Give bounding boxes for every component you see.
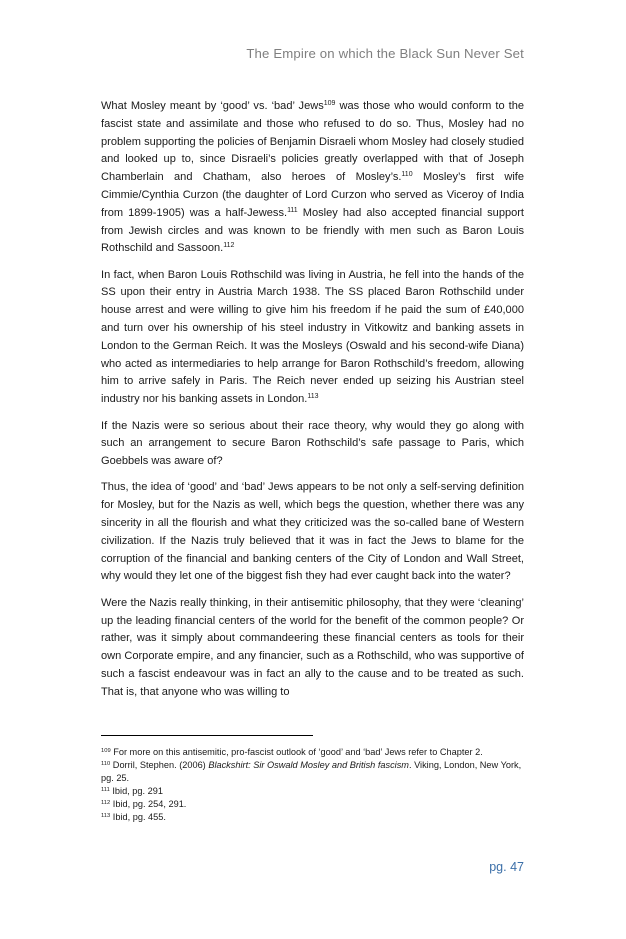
footnote-ref: 111 <box>287 206 298 214</box>
body-paragraph <box>101 595 524 702</box>
text-run: . Viking, London, New York, pg. 25. <box>101 759 522 783</box>
footnote <box>101 785 524 798</box>
text-run: For more on this antisemitic, pro-fascist outlook of ‘good’ and ‘bad’ Jews refer to Chapter 2. <box>110 747 483 757</box>
footnote-ref: 109 <box>323 100 336 107</box>
footnote-ref: 109 <box>101 748 111 754</box>
text-run: Ibid, pg. 455. <box>110 811 166 822</box>
text-run: Dorril, Stephen. (2006) <box>110 759 209 770</box>
footnotes <box>101 746 524 823</box>
text-run: Ibid, pg. 291 <box>109 785 163 796</box>
text-run: Ibid, pg. 254, 291. <box>110 798 187 809</box>
footnote-ref: 111 <box>101 786 110 793</box>
footnote-ref: 113 <box>307 393 319 401</box>
footnote-ref: 110 <box>101 760 111 767</box>
footnote-ref: 112 <box>101 799 111 806</box>
italic-title: Blackshirt: Sir Oswald Mosley and British fascism <box>208 759 409 770</box>
body-paragraph <box>101 479 524 586</box>
text-run: Mosley’s first wife Cimmie/Cynthia Curzon (the daughter of Lord Curzon who served as Viceroy of India from 1899-1905) was a half-Jewess. <box>101 171 524 219</box>
body-text <box>101 98 524 710</box>
running-header: The Empire on which the Black Sun Never Set <box>246 46 524 61</box>
footnote-ref: 112 <box>223 242 235 250</box>
body-paragraph <box>101 98 524 258</box>
text-run: was those who would conform to the fascist state and assimilate and those who refused to do so. Thus, Mosley had no problem supporting the policies of Benjamin Disraeli whom Mosley had closely studied and looked up to, since Disraeli’s policies greatly overlapped with that of Joseph Chamberlain and Chatham, also heroes of Mosley’s. <box>101 100 524 184</box>
page-number: pg. 47 <box>489 860 524 874</box>
footnote-separator <box>101 735 313 736</box>
footnote-ref: 113 <box>101 812 111 819</box>
text-run: What Mosley meant by ‘good’ vs. ‘bad’ Jews <box>101 100 324 112</box>
text-run: Were the Nazis really thinking, in their antisemitic philosophy, that they were ‘cleaning’ up the leading financial centers of the world for the benefit of the common people? Or rather, was it simply about commandeering these financial centers as tools for their own Corporate empire, and any financier, such as a Rothschild, who was supportive of such a fascist endeavour was in fact an ally to the cause and to be treated as such. That is, that anyone who was willing to <box>101 596 524 698</box>
text-run: Mosley had also accepted financial support from Jewish circles and was known to be friendly with men such as Baron Louis Rothschild and Sassoon. <box>101 206 524 255</box>
footnote-ref: 110 <box>401 171 413 179</box>
body-paragraph <box>101 418 524 471</box>
footnote <box>101 759 524 785</box>
footnote <box>101 746 524 759</box>
footnote <box>101 811 524 824</box>
text-run: Thus, the idea of ‘good’ and ‘bad’ Jews appears to be not only a self-serving definition for Mosley, but for the Nazis as well, which begs the question, whether there was any sincerity in all the flourish and what they criticized was the so-called bane of Western civilization. If the Nazis truly believed that it was in fact the Jews to blame for the corruption of the financial and banking centers of the City of London and Wall Street, why would they let one of the biggest fish they had ever caught back into the water? <box>101 481 524 583</box>
text-run: In fact, when Baron Louis Rothschild was living in Austria, he fell into the hands of the SS upon their entry in Austria March 1938. The SS placed Baron Rothschild under house arrest and were willing to give him his freedom if he paid the sum of £40,000 and turn over his ownership of his steel industry in Vitkowitz and banking assets in London to the German Reich. It was the Mosleys (Oswald and his second-wife Diana) who acted as intermediaries to help arrange for Baron Rothschild’s freedom, allowing him to arrive safely in Paris. The Reich never ended up seizing his Austrian steel industry nor his banking assets in London. <box>101 268 524 406</box>
footnote <box>101 798 524 811</box>
text-run: If the Nazis were so serious about their race theory, why would they go along with such an arrangement to secure Baron Rothschild’s safe passage to Paris, which Goebbels was aware of? <box>101 419 524 468</box>
body-paragraph <box>101 267 524 409</box>
